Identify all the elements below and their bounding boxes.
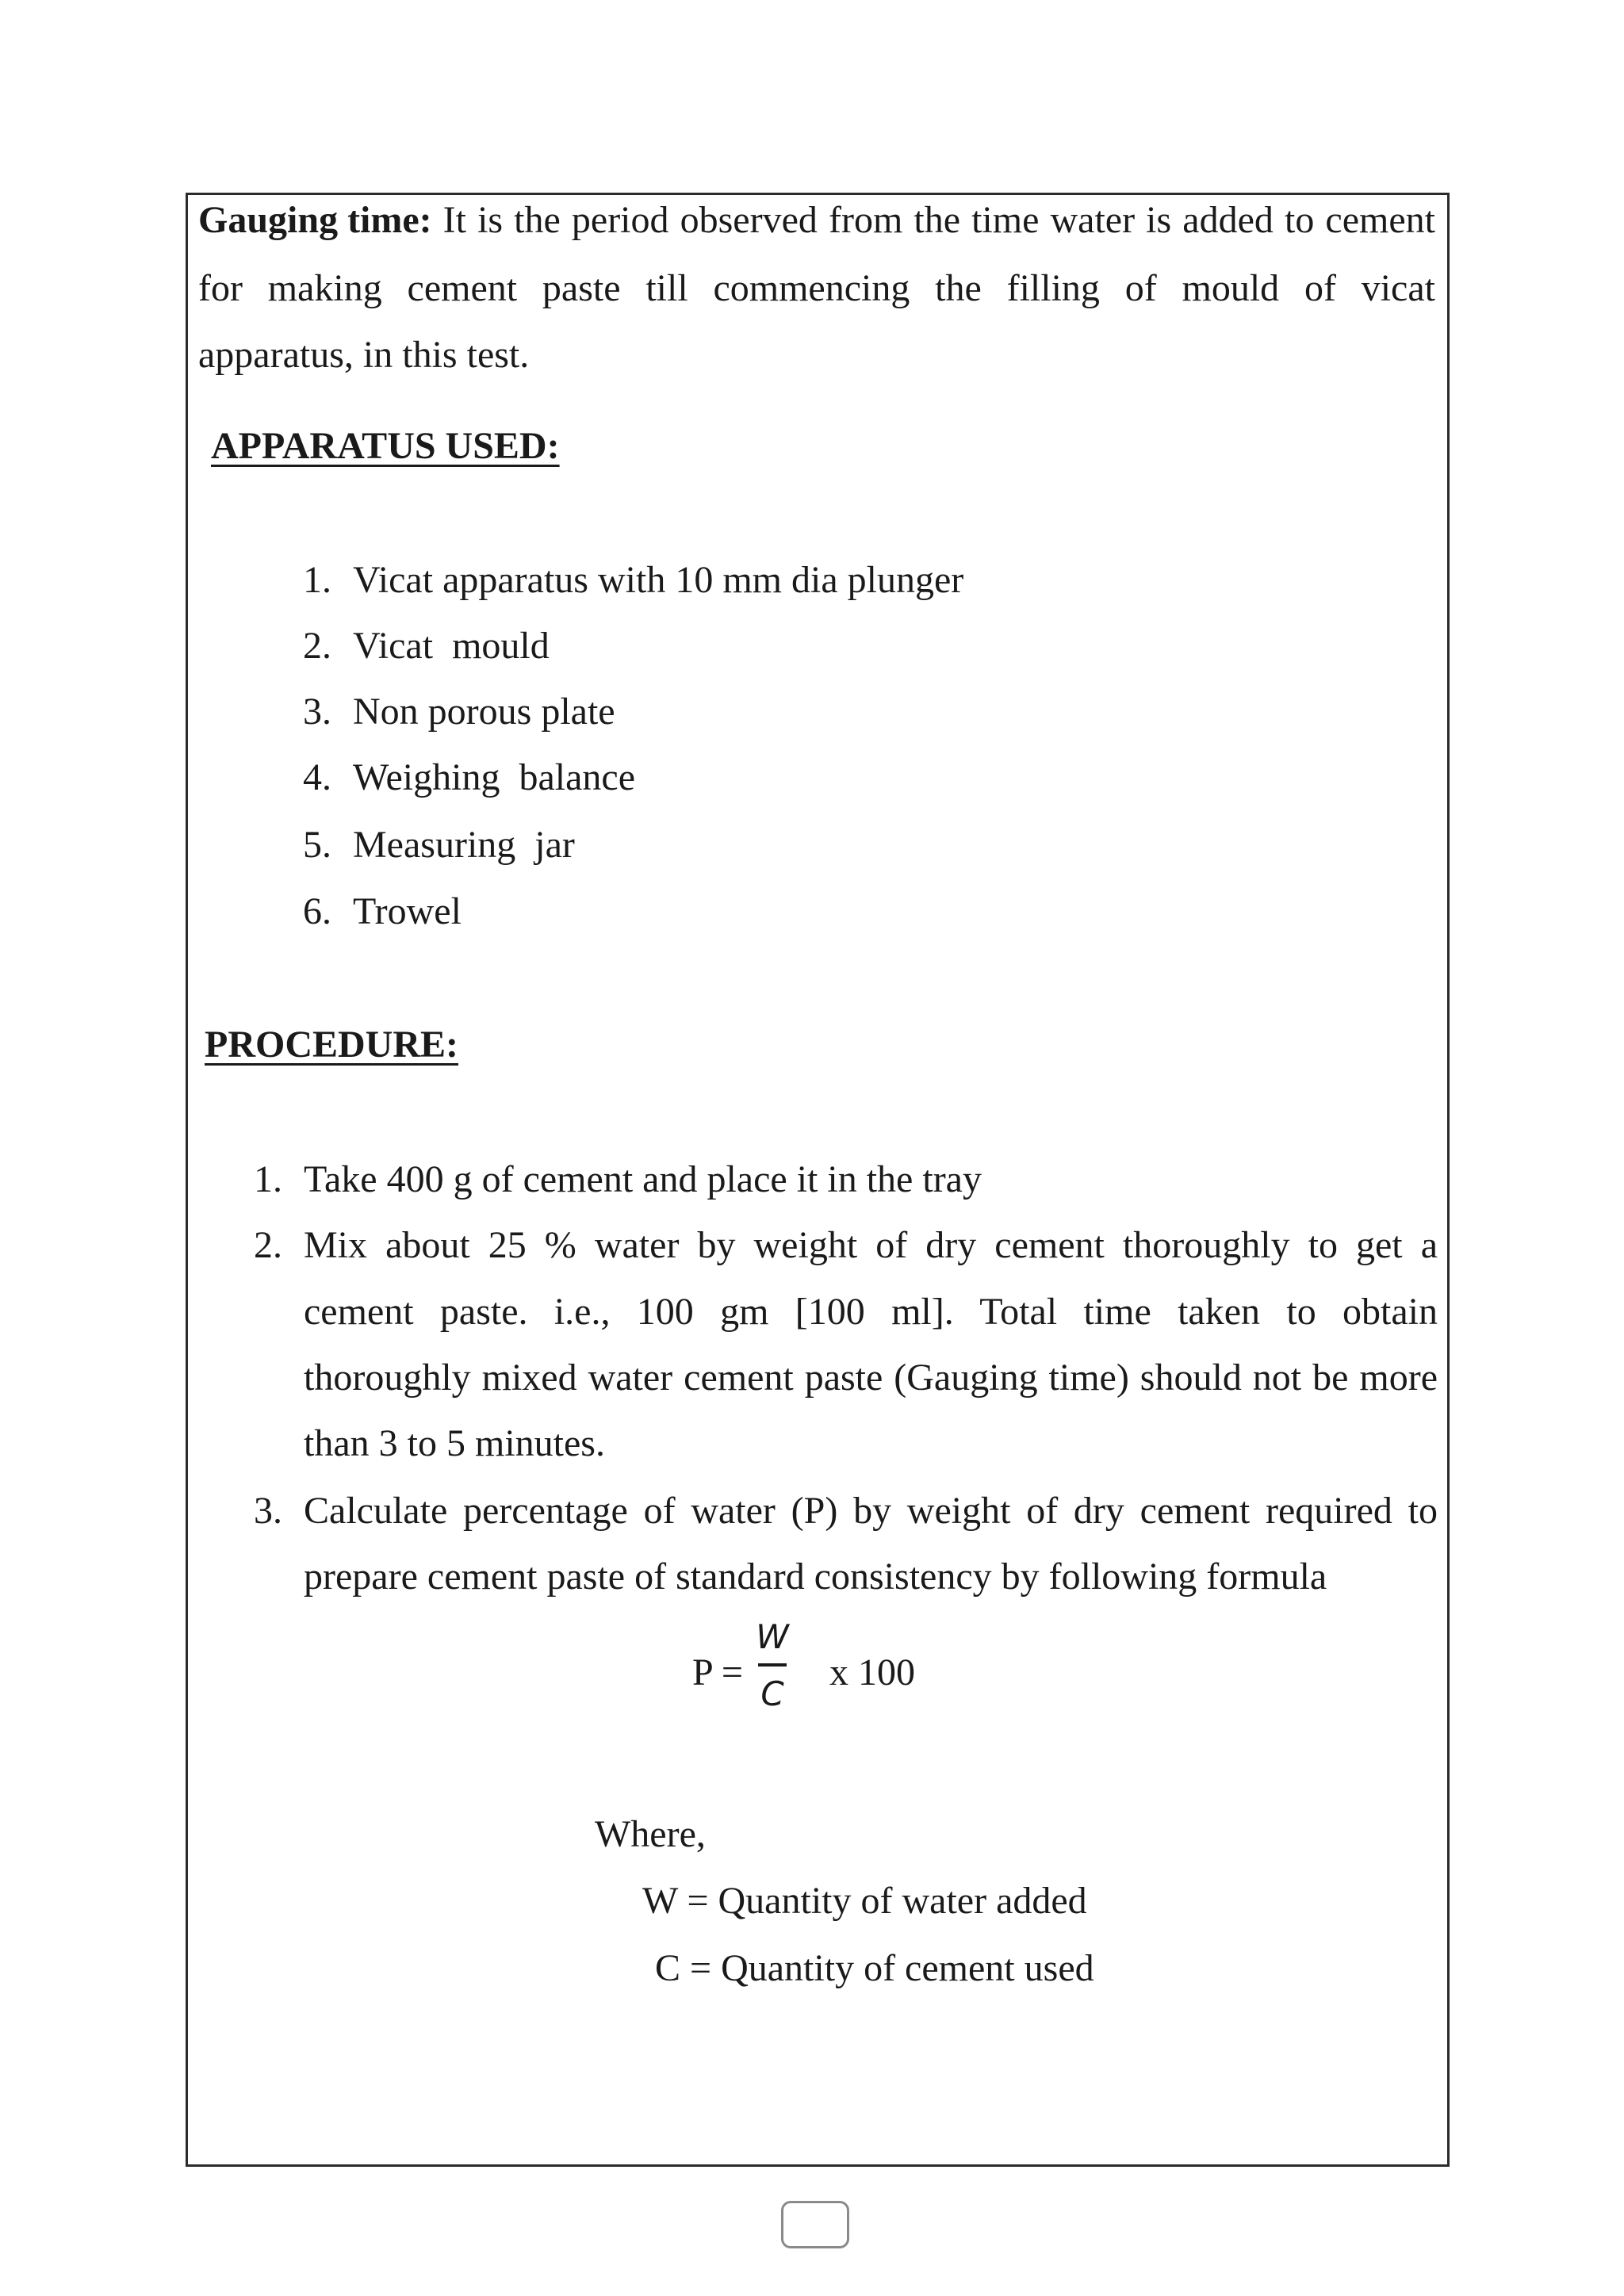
apparatus-item-number: 5. [303,824,331,866]
formula-numerator: W [756,1617,789,1656]
gauging-time-term: Gauging time: [198,199,432,241]
apparatus-item: Measuring jar [353,824,575,866]
definition-cement: C = Quantity of cement used [655,1947,1094,1989]
apparatus-item: Weighing balance [353,756,635,798]
apparatus-item-number: 3. [303,691,331,733]
procedure-step-line: thoroughly mixed water cement paste (Gauging time) should not be more [304,1357,1438,1399]
formula-denominator: C [760,1674,784,1713]
intro-line-3: apparatus, in this test. [198,334,530,376]
intro-line-1 [198,187,1435,254]
page-number-box [781,2201,849,2248]
procedure-step-line: Mix about 25 % water by weight of dry cement thoroughly to get a [304,1224,1438,1266]
procedure-step-line: Calculate percentage of water (P) by weight of dry cement required to [304,1490,1438,1532]
apparatus-item: Vicat mould [353,625,550,667]
apparatus-item: Trowel [353,890,462,932]
procedure-step-number: 2. [254,1224,282,1266]
apparatus-item: Non porous plate [353,691,615,733]
procedure-step-line: Take 400 g of cement and place it in the tray [304,1158,982,1200]
procedure-step-line: than 3 to 5 minutes. [304,1422,605,1464]
apparatus-heading: APPARATUS USED: [211,425,560,467]
apparatus-item: Vicat apparatus with 10 mm dia plunger [353,559,964,601]
apparatus-item-number: 1. [303,559,331,601]
procedure-step-number: 3. [254,1490,282,1532]
procedure-step-line: prepare cement paste of standard consistency by following formula [304,1556,1327,1598]
apparatus-item-number: 4. [303,756,331,798]
apparatus-item-number: 2. [303,625,331,667]
intro-line-1-text: It is the period observed from the time water is added to cement [442,199,1435,241]
apparatus-item-number: 6. [303,890,331,932]
intro-line-2: for making cement paste till commencing the filling of mould of vicat [198,267,1435,309]
procedure-heading: PROCEDURE: [205,1024,458,1066]
formula-rhs: x 100 [829,1651,915,1693]
formula-lhs: P = [692,1651,743,1693]
procedure-step-number: 1. [254,1158,282,1200]
formula-fraction [749,1616,796,1716]
procedure-step-line: cement paste. i.e., 100 gm [100 ml]. Total time taken to obtain [304,1291,1438,1333]
where-label: Where, [595,1813,706,1855]
fraction-bar [758,1663,787,1667]
definition-water: W = Quantity of water added [642,1880,1087,1922]
